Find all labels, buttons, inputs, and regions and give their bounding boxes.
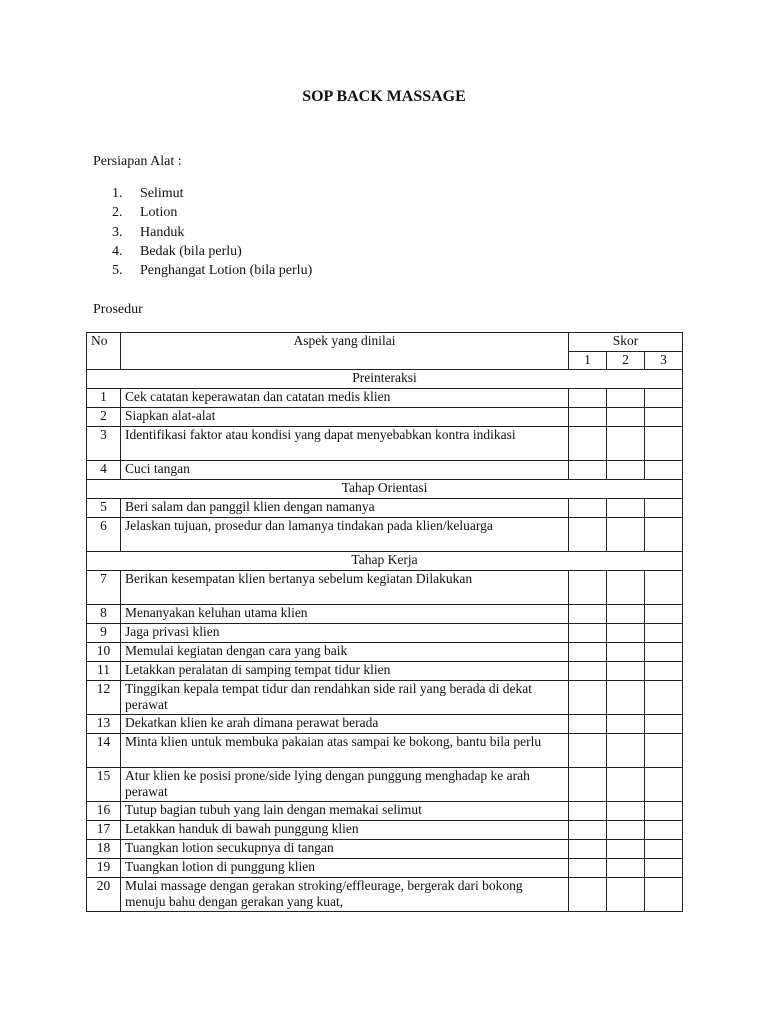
score-cell[interactable] bbox=[569, 461, 607, 480]
table-row bbox=[87, 715, 683, 734]
score-cell[interactable] bbox=[569, 734, 607, 768]
list-text: Bedak (bila perlu) bbox=[140, 243, 242, 259]
score-cell[interactable] bbox=[607, 461, 645, 480]
row-aspek: Letakkan handuk di bawah punggung klien bbox=[121, 821, 569, 840]
row-no: 6 bbox=[87, 518, 121, 552]
score-cell[interactable] bbox=[607, 681, 645, 715]
row-aspek: Berikan kesempatan klien bertanya sebelum kegiatan Dilakukan bbox=[121, 571, 569, 605]
row-no: 5 bbox=[87, 499, 121, 518]
table-row bbox=[87, 662, 683, 681]
row-no: 2 bbox=[87, 408, 121, 427]
header-skor: Skor bbox=[569, 333, 683, 352]
score-cell[interactable] bbox=[607, 408, 645, 427]
list-item bbox=[112, 223, 312, 242]
score-cell[interactable] bbox=[569, 643, 607, 662]
score-cell[interactable] bbox=[607, 499, 645, 518]
score-cell[interactable] bbox=[569, 821, 607, 840]
table-row bbox=[87, 518, 683, 552]
score-cell[interactable] bbox=[569, 571, 607, 605]
section-row bbox=[87, 370, 683, 389]
header-skor-2: 2 bbox=[607, 352, 645, 370]
score-cell[interactable] bbox=[645, 461, 683, 480]
score-cell[interactable] bbox=[569, 389, 607, 408]
score-cell[interactable] bbox=[645, 389, 683, 408]
list-number: 2. bbox=[112, 205, 123, 221]
row-aspek: Memulai kegiatan dengan cara yang baik bbox=[121, 643, 569, 662]
table-row bbox=[87, 859, 683, 878]
score-cell[interactable] bbox=[569, 715, 607, 734]
score-cell[interactable] bbox=[645, 408, 683, 427]
section-kerja: Tahap Kerja bbox=[87, 552, 683, 571]
row-no: 9 bbox=[87, 624, 121, 643]
score-cell[interactable] bbox=[569, 518, 607, 552]
row-aspek: Beri salam dan panggil klien dengan namanya bbox=[121, 499, 569, 518]
row-no: 12 bbox=[87, 681, 121, 715]
score-cell[interactable] bbox=[607, 624, 645, 643]
list-number: 5. bbox=[112, 263, 123, 279]
score-cell[interactable] bbox=[607, 840, 645, 859]
score-cell[interactable] bbox=[645, 859, 683, 878]
score-cell[interactable] bbox=[645, 840, 683, 859]
table-row bbox=[87, 643, 683, 662]
list-number: 3. bbox=[112, 224, 123, 240]
table-row bbox=[87, 821, 683, 840]
list-item bbox=[112, 242, 312, 261]
row-no: 14 bbox=[87, 734, 121, 768]
score-cell[interactable] bbox=[569, 859, 607, 878]
table-row bbox=[87, 681, 683, 715]
score-cell[interactable] bbox=[569, 499, 607, 518]
score-cell[interactable] bbox=[645, 802, 683, 821]
score-cell[interactable] bbox=[645, 878, 683, 912]
row-aspek: Dekatkan klien ke arah dimana perawat berada bbox=[121, 715, 569, 734]
row-aspek: Menanyakan keluhan utama klien bbox=[121, 605, 569, 624]
row-aspek: Tuangkan lotion di punggung klien bbox=[121, 859, 569, 878]
list-text: Handuk bbox=[140, 224, 185, 240]
document-title: SOP BACK MASSAGE bbox=[302, 88, 466, 105]
row-aspek: Identifikasi faktor atau kondisi yang dapat menyebabkan kontra indikasi bbox=[121, 427, 569, 461]
row-no: 18 bbox=[87, 840, 121, 859]
row-no: 19 bbox=[87, 859, 121, 878]
row-no: 7 bbox=[87, 571, 121, 605]
row-aspek: Tuangkan lotion secukupnya di tangan bbox=[121, 840, 569, 859]
score-cell[interactable] bbox=[569, 802, 607, 821]
section-preinteraksi: Preinteraksi bbox=[87, 370, 683, 389]
list-item bbox=[112, 203, 312, 222]
score-cell[interactable] bbox=[569, 681, 607, 715]
score-cell[interactable] bbox=[645, 662, 683, 681]
row-no: 3 bbox=[87, 427, 121, 461]
list-item bbox=[112, 184, 312, 203]
table-row bbox=[87, 624, 683, 643]
row-aspek: Jelaskan tujuan, prosedur dan lamanya tindakan pada klien/keluarga bbox=[121, 518, 569, 552]
list-item bbox=[112, 261, 312, 280]
row-no: 8 bbox=[87, 605, 121, 624]
row-no: 16 bbox=[87, 802, 121, 821]
list-text: Lotion bbox=[140, 205, 178, 221]
table-row bbox=[87, 878, 683, 912]
score-cell[interactable] bbox=[645, 427, 683, 461]
tools-list bbox=[112, 184, 312, 280]
header-skor-3: 3 bbox=[645, 352, 683, 370]
sop-table bbox=[86, 332, 683, 912]
table-row bbox=[87, 734, 683, 768]
score-cell[interactable] bbox=[645, 571, 683, 605]
score-cell[interactable] bbox=[607, 802, 645, 821]
row-no: 15 bbox=[87, 768, 121, 802]
section-row bbox=[87, 480, 683, 499]
prosedur-label: Prosedur bbox=[93, 302, 143, 317]
score-cell[interactable] bbox=[569, 840, 607, 859]
score-cell[interactable] bbox=[645, 715, 683, 734]
table-row bbox=[87, 802, 683, 821]
score-cell[interactable] bbox=[645, 821, 683, 840]
score-cell[interactable] bbox=[645, 518, 683, 552]
table-row bbox=[87, 461, 683, 480]
row-aspek: Minta klien untuk membuka pakaian atas sampai ke bokong, bantu bila perlu bbox=[121, 734, 569, 768]
header-no: No bbox=[87, 333, 121, 370]
row-no: 20 bbox=[87, 878, 121, 912]
table-row bbox=[87, 499, 683, 518]
score-cell[interactable] bbox=[607, 768, 645, 802]
row-no: 11 bbox=[87, 662, 121, 681]
row-no: 4 bbox=[87, 461, 121, 480]
score-cell[interactable] bbox=[569, 427, 607, 461]
row-aspek: Cuci tangan bbox=[121, 461, 569, 480]
score-cell[interactable] bbox=[645, 624, 683, 643]
table-row bbox=[87, 408, 683, 427]
table-row bbox=[87, 768, 683, 802]
score-cell[interactable] bbox=[569, 662, 607, 681]
score-cell[interactable] bbox=[607, 878, 645, 912]
score-cell[interactable] bbox=[569, 878, 607, 912]
score-cell[interactable] bbox=[569, 408, 607, 427]
list-text: Selimut bbox=[140, 186, 184, 201]
persiapan-alat-label: Persiapan Alat : bbox=[93, 154, 182, 169]
score-cell[interactable] bbox=[607, 389, 645, 408]
score-cell[interactable] bbox=[607, 821, 645, 840]
row-aspek: Letakkan peralatan di samping tempat tidur klien bbox=[121, 662, 569, 681]
list-number: 1. bbox=[112, 186, 123, 201]
section-row bbox=[87, 552, 683, 571]
score-cell[interactable] bbox=[645, 643, 683, 662]
score-cell[interactable] bbox=[569, 624, 607, 643]
score-cell[interactable] bbox=[569, 605, 607, 624]
score-cell[interactable] bbox=[607, 427, 645, 461]
score-cell[interactable] bbox=[645, 768, 683, 802]
score-cell[interactable] bbox=[607, 734, 645, 768]
score-cell[interactable] bbox=[645, 681, 683, 715]
score-cell[interactable] bbox=[607, 859, 645, 878]
row-no: 13 bbox=[87, 715, 121, 734]
score-cell[interactable] bbox=[645, 734, 683, 768]
score-cell[interactable] bbox=[645, 499, 683, 518]
score-cell[interactable] bbox=[607, 662, 645, 681]
score-cell[interactable] bbox=[645, 605, 683, 624]
row-aspek: Siapkan alat-alat bbox=[121, 408, 569, 427]
score-cell[interactable] bbox=[607, 571, 645, 605]
table-row bbox=[87, 605, 683, 624]
row-aspek: Atur klien ke posisi prone/side lying dengan punggung menghadap ke arah perawat bbox=[121, 768, 569, 802]
row-aspek: Tutup bagian tubuh yang lain dengan memakai selimut bbox=[121, 802, 569, 821]
table-row bbox=[87, 571, 683, 605]
score-cell[interactable] bbox=[607, 605, 645, 624]
header-skor-1: 1 bbox=[569, 352, 607, 370]
row-aspek: Cek catatan keperawatan dan catatan medis klien bbox=[121, 389, 569, 408]
score-cell[interactable] bbox=[607, 643, 645, 662]
table-row bbox=[87, 427, 683, 461]
list-number: 4. bbox=[112, 243, 123, 259]
score-cell[interactable] bbox=[569, 768, 607, 802]
row-no: 10 bbox=[87, 643, 121, 662]
row-aspek: Jaga privasi klien bbox=[121, 624, 569, 643]
header-aspek: Aspek yang dinilai bbox=[121, 333, 569, 370]
list-text: Penghangat Lotion (bila perlu) bbox=[140, 263, 313, 279]
score-cell[interactable] bbox=[607, 518, 645, 552]
score-cell[interactable] bbox=[607, 715, 645, 734]
table-row bbox=[87, 840, 683, 859]
row-aspek: Tinggikan kepala tempat tidur dan rendahkan side rail yang berada di dekat perawat bbox=[121, 681, 569, 715]
row-no: 17 bbox=[87, 821, 121, 840]
row-no: 1 bbox=[87, 389, 121, 408]
table-header-row bbox=[87, 333, 683, 352]
table-row bbox=[87, 389, 683, 408]
row-aspek: Mulai massage dengan gerakan stroking/effleurage, bergerak dari bokong menuju bahu dengan gerakan yang kuat, bbox=[121, 878, 569, 912]
section-orientasi: Tahap Orientasi bbox=[87, 480, 683, 499]
